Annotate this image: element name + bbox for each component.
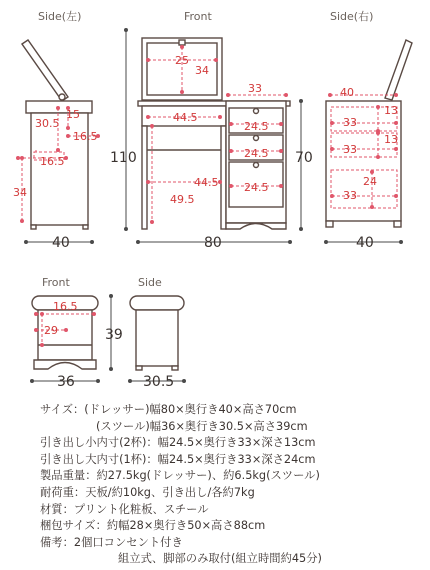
dim-front-33: 33 [248, 82, 262, 95]
spec-notes: 備考：2個口コンセント付き [40, 535, 183, 549]
dim-front-height-110: 110 [110, 150, 137, 166]
side-left-view [13, 40, 100, 251]
spec-list [40, 402, 420, 568]
dim-front-24-5a: 24.5 [244, 120, 269, 133]
dim-front-height-70: 70 [295, 150, 313, 166]
view-title-stool-side: Side [138, 276, 162, 289]
side-right-view [324, 40, 412, 251]
dim-stool-height-39: 39 [105, 327, 123, 343]
side-right-body [326, 101, 401, 221]
dim-side-right-33a: 33 [343, 116, 357, 129]
stool-front-view [30, 294, 123, 390]
dim-front-24-5b: 24.5 [244, 147, 269, 160]
dim-front-width-80: 80 [204, 235, 222, 251]
spec-weight: 製品重量：約27.5kg(ドレッサー)、約6.5kg(スツール) [40, 469, 320, 483]
spec-size-stool: (スツール)幅36×奥行き30.5×高さ39cm [96, 419, 308, 433]
spec-load-capacity: 耐荷重：天板/約10kg、引き出し/各約7kg [40, 485, 255, 499]
dim-side-left-34: 34 [13, 186, 27, 199]
view-title-stool-front: Front [42, 276, 70, 289]
dim-front-44-5a: 44.5 [173, 111, 198, 124]
spec-drawer-small: 引き出し小内寸(2杯)：幅24.5×奥行き33×深さ13cm [40, 436, 316, 450]
view-title-front: Front [184, 10, 212, 23]
stool-side-view [128, 296, 186, 390]
dim-side-right-13b: 13 [384, 133, 398, 146]
dim-side-left-16-5b: 16.5 [40, 155, 65, 168]
dim-mirror-34: 34 [195, 64, 209, 77]
dim-mirror-25: 25 [175, 54, 189, 67]
dim-side-left-16-5a: 16.5 [73, 130, 98, 143]
dim-stool-depth-30-5: 30.5 [143, 374, 175, 390]
side-right-mirror-lid [385, 40, 412, 100]
spec-package-size: 梱包サイズ：約幅28×奥行き50×高さ88cm [40, 519, 266, 533]
stool-side-seat [130, 296, 184, 310]
spec-notes-assembly: 組立式、脚部のみ取付(組立時間約45分) [118, 552, 322, 566]
dim-side-right-13a: 13 [384, 104, 398, 117]
dim-front-44-5b: 44.5 [194, 176, 219, 189]
dim-side-right-40: 40 [340, 86, 354, 99]
dim-side-left-width: 40 [52, 235, 70, 251]
side-left-mirror-lid [22, 40, 68, 101]
dim-side-right-33c: 33 [343, 189, 357, 202]
dim-stool-width-36: 36 [57, 374, 75, 390]
front-left-leg [142, 126, 147, 229]
dim-stool-29: 29 [44, 324, 58, 337]
dim-side-right-24: 24 [363, 175, 377, 188]
dim-stool-16-5: 16.5 [53, 300, 78, 313]
dim-side-left-15: 15 [66, 108, 80, 121]
spec-drawer-large: 引き出し大内寸(1杯)：幅24.5×奥行き33×深さ24cm [40, 452, 316, 466]
dim-side-right-33b: 33 [343, 143, 357, 156]
dim-side-right-width: 40 [356, 235, 374, 251]
view-title-side-right: Side(右) [330, 10, 374, 23]
dim-front-24-5c: 24.5 [244, 181, 269, 194]
dim-side-left-30-5: 30.5 [35, 117, 60, 130]
spec-size: サイズ：(ドレッサー)幅80×奥行き40×高さ70cm [40, 403, 297, 416]
front-view [110, 28, 313, 251]
view-title-side-left: Side(左) [38, 10, 82, 23]
dim-front-49-5: 49.5 [170, 193, 195, 206]
spec-material: 材質：プリント化粧板、スチール [40, 502, 209, 516]
